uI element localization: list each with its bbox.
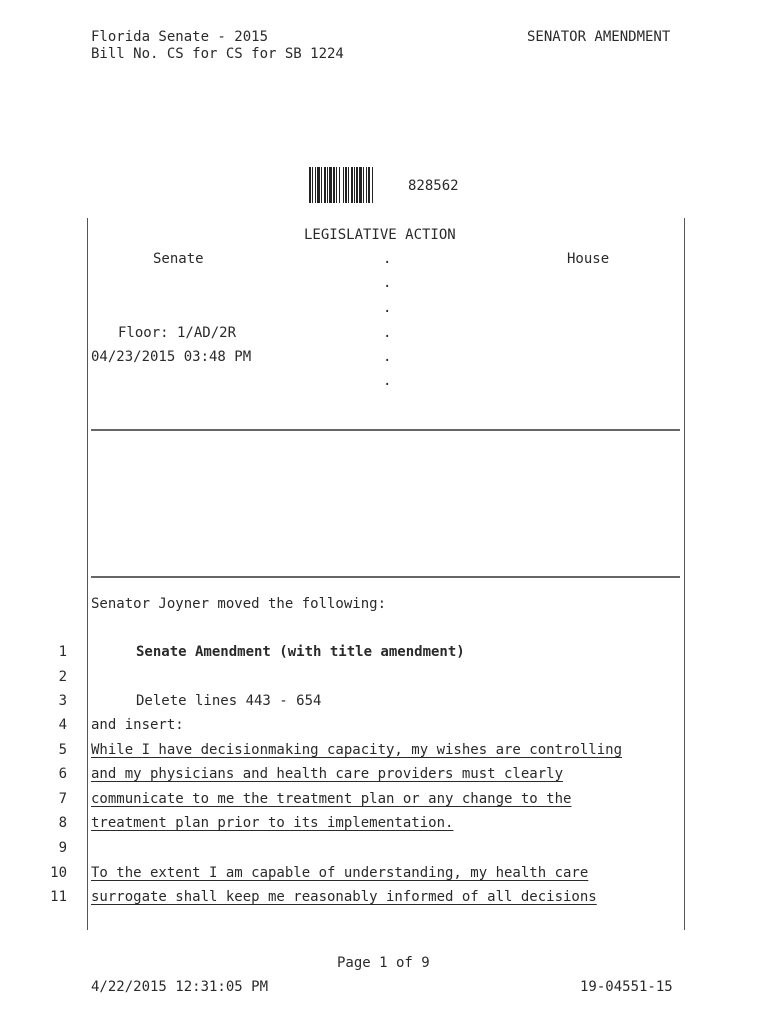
separator-dot: . [383, 325, 392, 341]
separator-dot: . [383, 373, 392, 389]
header-amendment-type: SENATOR AMENDMENT [527, 29, 671, 45]
line-text: and insert: [91, 717, 184, 733]
page-number: Page 1 of 9 [337, 955, 430, 971]
inserted-text: and my physicians and health care providers must clearly [91, 766, 564, 782]
line-number: 11 [50, 889, 67, 905]
separator-dot: . [383, 349, 392, 365]
line-number: 8 [58, 815, 67, 831]
inserted-text: While I have decisionmaking capacity, my wishes are controlling [91, 742, 623, 758]
action-datetime: 04/23/2015 03:48 PM [91, 349, 252, 365]
legislative-action-title: LEGISLATIVE ACTION [304, 227, 456, 243]
floor-action: Floor: 1/AD/2R [118, 325, 237, 341]
footer-timestamp: 4/22/2015 12:31:05 PM [91, 979, 269, 995]
barcode-number: 828562 [408, 178, 459, 194]
divider [91, 429, 680, 431]
inserted-text: To the extent I am capable of understanding, my health care [91, 865, 589, 881]
senate-label: Senate [153, 251, 204, 267]
line-number: 2 [58, 669, 67, 685]
mover-statement: Senator Joyner moved the following: [91, 596, 387, 612]
header-chamber: Florida Senate - 2015 [91, 29, 269, 45]
inserted-text: communicate to me the treatment plan or any change to the [91, 791, 572, 807]
footer-document-code: 19-04551-15 [580, 979, 673, 995]
header-bill-number: Bill No. CS for CS for SB 1224 [91, 46, 344, 62]
line-number: 10 [50, 865, 67, 881]
line-number: 4 [58, 717, 67, 733]
line-number: 1 [58, 644, 67, 660]
right-border [684, 218, 685, 930]
inserted-text: surrogate shall keep me reasonably informed of all decisions [91, 889, 597, 905]
amendment-title: Senate Amendment (with title amendment) [136, 644, 465, 660]
line-number: 6 [58, 766, 67, 782]
line-text: Delete lines 443 - 654 [136, 693, 322, 709]
inserted-text: treatment plan prior to its implementation. [91, 815, 454, 831]
divider [91, 576, 680, 578]
line-number: 7 [58, 791, 67, 807]
separator-dot: . [383, 251, 392, 267]
line-number: 9 [58, 840, 67, 856]
separator-dot: . [383, 300, 392, 316]
line-number: 3 [58, 693, 67, 709]
separator-dot: . [383, 275, 392, 291]
house-label: House [567, 251, 610, 267]
line-number: 5 [58, 742, 67, 758]
left-border [87, 218, 88, 930]
barcode-icon [309, 167, 401, 203]
